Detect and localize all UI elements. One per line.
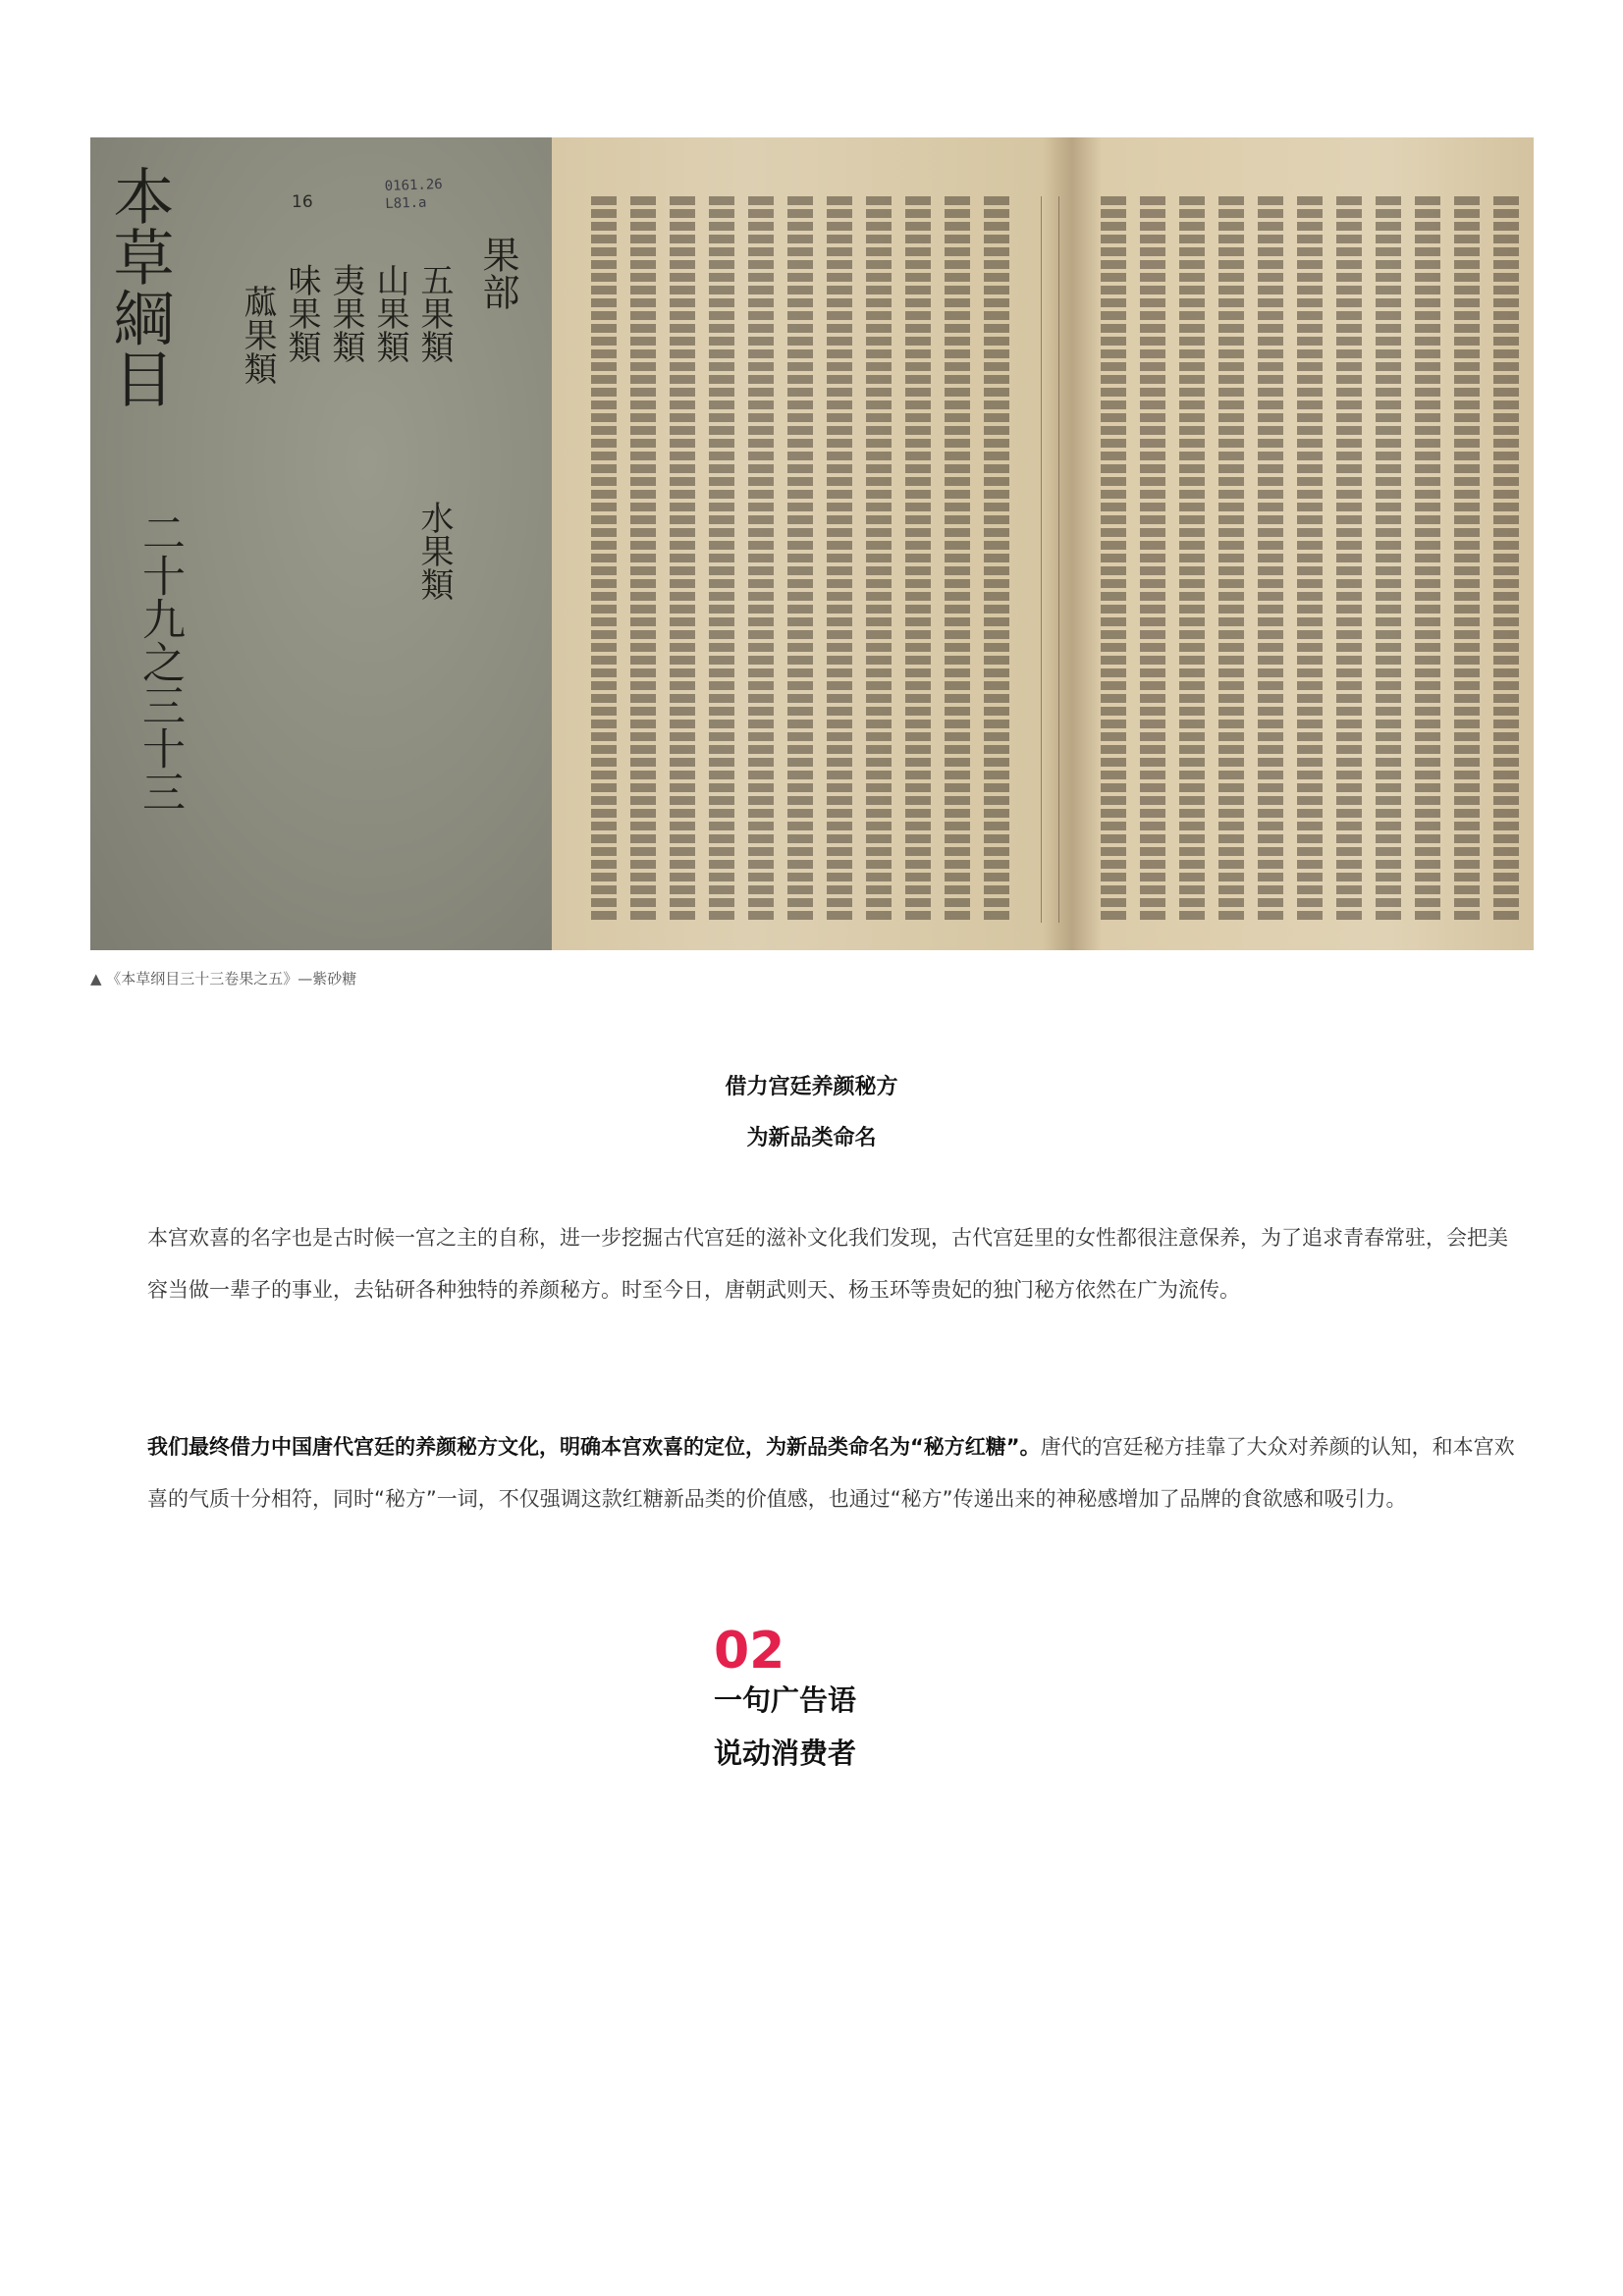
text-column (1493, 196, 1519, 923)
cover-library-mark: 0161.26 L81.a (384, 176, 443, 213)
text-column (1297, 196, 1323, 923)
cover-page-number: 16 (292, 192, 313, 212)
text-column (905, 196, 931, 923)
text-column (670, 196, 695, 923)
text-column (866, 196, 892, 923)
cover-volume: 二十九之三十三 (135, 510, 185, 813)
text-column (1415, 196, 1440, 923)
text-column (630, 196, 656, 923)
text-column (1336, 196, 1362, 923)
text-column (1218, 196, 1244, 923)
naming-paragraph-bold: 我们最终借力中国唐代宫廷的养颜秘方文化，明确本宫欢喜的定位，为新品类命名为“秘方红糖”。 (147, 1435, 1041, 1459)
text-column (1258, 196, 1283, 923)
naming-paragraph (147, 1421, 1522, 1525)
section-title-line2: 说动消费者 (714, 1736, 857, 1770)
section-title-line1: 一句广告语 (714, 1683, 857, 1717)
section-number: 02 (714, 1622, 785, 1681)
text-column (1179, 196, 1205, 923)
text-column (748, 196, 774, 923)
toc-column: 蓏果類 (238, 285, 277, 385)
toc-column: 水果類 (414, 501, 454, 601)
text-column (787, 196, 813, 923)
toc-column: 果部 (476, 236, 519, 310)
text-column (1140, 196, 1165, 923)
text-column (1376, 196, 1401, 923)
cover-title: 本草綱目 (103, 165, 175, 408)
text-column (827, 196, 852, 923)
book-pages (552, 137, 1534, 950)
section-heading-line2: 为新品类命名 (746, 1126, 877, 1150)
toc-column: 味果類 (282, 263, 321, 363)
book-cover (90, 137, 552, 950)
section-heading-line1: 借力宫廷养颜秘方 (725, 1075, 898, 1099)
text-column (709, 196, 734, 923)
toc-column: 山果類 (370, 263, 409, 363)
intro-paragraph-text: 本宫欢喜的名字也是古时候一宫之主的自称，进一步挖掘古代宫廷的滋补文化我们发现，古代宫廷里的女性都很注意保养，为了追求青春常驻，会把美容当做一辈子的事业，去钻研各种独特的养颜秘方。时至今日，唐朝武则天、杨玉环等贵妃的独门秘方依然在广为流传。 (147, 1226, 1508, 1302)
book-figure (90, 137, 1534, 950)
text-column (591, 196, 617, 923)
figure-caption: ▲ 《本草纲目三十三卷果之五》—紫砂糖 (90, 970, 357, 988)
intro-paragraph (147, 1212, 1522, 1316)
text-column (984, 196, 1009, 923)
page-rule (1058, 196, 1059, 923)
text-column (1101, 196, 1126, 923)
text-column (945, 196, 970, 923)
toc-column: 夷果類 (326, 263, 365, 363)
toc-column: 五果類 (414, 263, 454, 363)
page-rule (1041, 196, 1042, 923)
naming-paragraph-rest: 唐代的宫廷秘方挂靠了大众对养颜的认知，和本宫欢喜的气质十分相符，同时“秘方”一词，不仅强调这款红糖新品类的价值感，也通过“秘方”传递出来的神秘感增加了品牌的食欲感和吸引力。 (147, 1435, 1515, 1511)
text-column (1454, 196, 1480, 923)
